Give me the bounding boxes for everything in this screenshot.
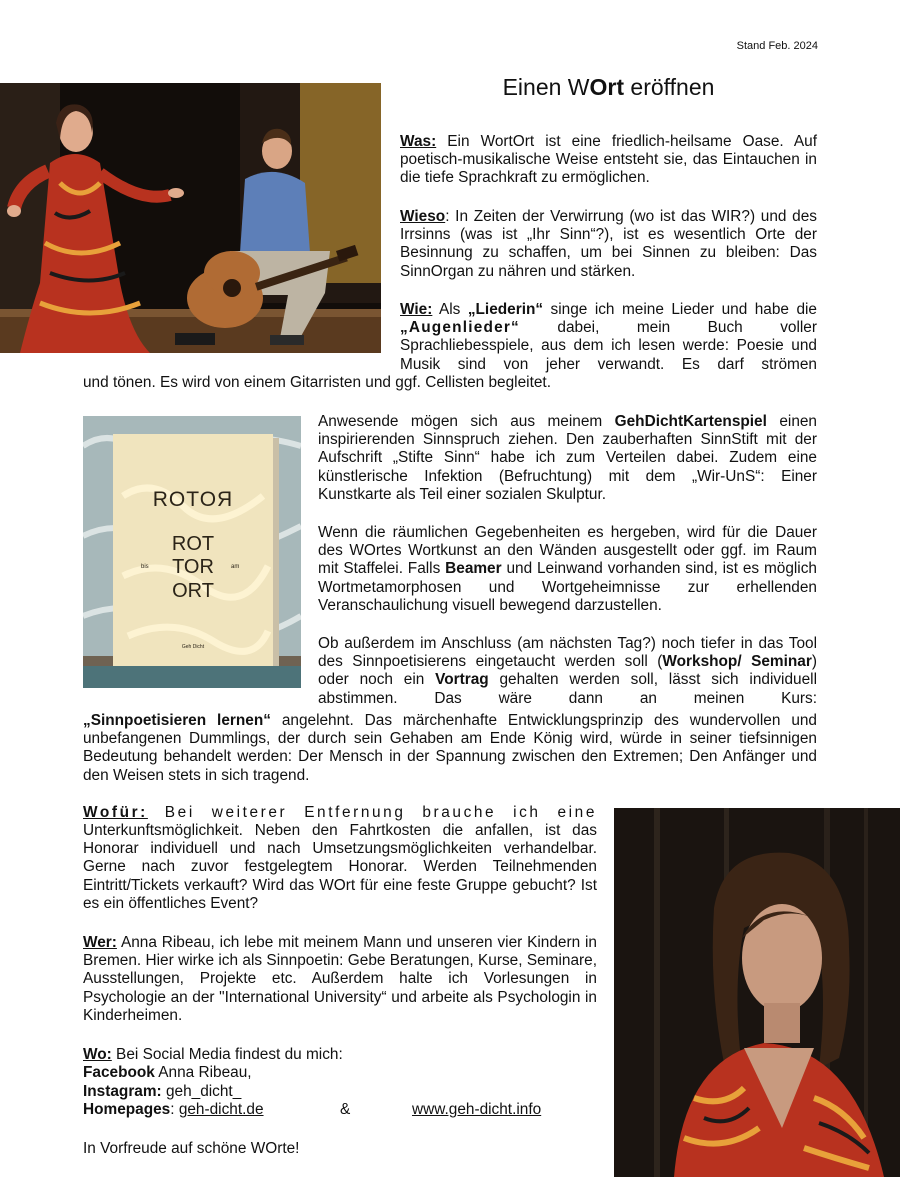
section-wie-continued: und tönen. Es wird von einem Gitarristen und ggf. Cellisten begleitet.: [83, 374, 551, 391]
ampersand: &: [340, 1101, 351, 1119]
paragraph-raum: Wenn die räumlichen Gegebenheiten es hergeben, wird für die Dauer des WOrtes Wortkunst an den Wänden ausgestellt oder ggf. im Raum mit Staffelei. Falls Beamer und Leinwand vorhanden sind, ist es möglich Wortmetamorphosen und Wortgeheimnisse zur erhellenden Veranschaulichung visuell bewegend darzustellen.: [318, 524, 817, 614]
section-label: Wofür:: [83, 804, 148, 821]
section-label: Wer:: [83, 934, 117, 951]
homepage-link-2[interactable]: www.geh-dicht.info: [412, 1101, 542, 1119]
book-cover-bottom: Geh Dicht: [181, 644, 205, 650]
section-wieso: Wieso: In Zeiten der Verwirrung (wo ist das WIR?) und des Irrsinns (was ist „Ihr Sinn“?), ist es wesentlich Orte der Besinnung zu schaffen, um bei Sinnen zu bleiben: Das SinnOrgan zu nähren und stärken.: [400, 208, 817, 280]
page-title: Einen WOrt eröffnen: [502, 74, 715, 100]
concert-photo: [0, 83, 381, 353]
section-wer: Wer: Anna Ribeau, ich lebe mit meinem Mann und unseren vier Kindern in Bremen. Hier wirke ich als Sinnpoetin: Gebe Beratungen, Kurse, Seminare, Ausstellungen, Projekte etc. Außerdem halte ich Vorlesungen in Psychologie an der "International University“ und arbeite als Psychologin in Kinderheimen.: [83, 934, 597, 1024]
homepage-link-1[interactable]: geh-dicht.de: [178, 1101, 264, 1119]
closing-line: In Vorfreude auf schöne WOrte!: [83, 1140, 300, 1157]
paragraph-workshop: Ob außerdem im Anschluss (am nächsten Tag?) noch tiefer in das Tool des Sinnpoetisierens eingetaucht werden soll (Workshop/ Seminar) oder noch ein Vortrag gehalten werden soll, lässt sich individuell abstimmen. Das wäre dann an meinen Kurs:: [318, 635, 817, 707]
facebook-line: Facebook Anna Ribeau,: [83, 1064, 252, 1082]
section-wie: Wie: Als „Liederin“ singe ich meine Lieder und habe die „Augenlieder“ dabei, mein Buch voller Sprachliebesspiele, aus dem ich lesen werde: Poesie und Musik sind von jeher verwandt. Es darf strömen: [400, 301, 817, 373]
book-photo: [83, 416, 301, 688]
homepages-line: Homepages: geh-dicht.de & www.geh-dicht.info: [83, 1101, 542, 1119]
section-label: Wo:: [83, 1046, 112, 1063]
book-cover-title: ROTOЯ: [152, 488, 234, 511]
section-wofuer: Unterkunftsmöglichkeit. Neben den Fahrtkosten die anfallen, ist das Honorar individuell und nach Umsetzungsmöglichkeiten verhandelbar. Gerne nach zuvor festgelegtem Honorar. Werden Teilnehmenden Eintritt/Tickets verkauft? Wird das WOrt für eine feste Gruppe gebucht? Ist es ein öffentliches Event?: [83, 822, 597, 912]
section-label: Wieso: [400, 208, 446, 225]
section-label: Was:: [400, 133, 437, 150]
section-was: Was: Ein WortOrt ist eine friedlich-heilsame Oase. Auf poetisch-musikalische Weise entsteht sie, das Eintauchen in die tiefe Sprachkraft zu ermöglichen.: [400, 133, 817, 187]
section-wofuer-intro: Wofür: Bei weiterer Entfernung brauche ich eine: [83, 804, 597, 821]
book-cover-side-left: bis: [141, 564, 149, 570]
book-cover-line-3: ORT: [172, 580, 214, 602]
book-cover-line-1: ROT: [171, 533, 215, 555]
portrait-photo: [614, 808, 900, 1177]
section-label: Wie:: [400, 301, 433, 318]
instagram-line: Instagram: geh_dicht_: [83, 1082, 242, 1100]
paragraph-workshop-continued: „Sinnpoetisieren lernen“ angelehnt. Das märchenhafte Entwicklungsprinzip des wundervollen und unbefangenen Dummlings, der durch sein Gehaben am Ende König wird, würde in seiner tiefsinnigen Bedeutung behandelt werden: Der Mensch in der Spannung zwischen den Extremen; Den Anfänger und den Weisen stets in sich tragend.: [83, 712, 817, 784]
section-wo: Wo: Bei Social Media findest du mich: Facebook Anna Ribeau, Instagram: geh_dicht_ Homepages: geh-dicht.de & www.geh-dicht.info: [83, 1046, 597, 1120]
book-cover-side-right: am: [231, 564, 240, 570]
date-stamp: Stand Feb. 2024: [736, 40, 818, 52]
paragraph-kartenspiel: Anwesende mögen sich aus meinem GehDichtKartenspiel einen inspirierenden Sinnspruch ziehen. Den zauberhaften SinnStift mit der Aufschrift „Stifte Sinn“ habe ich zum Verteilen dabei. Zudem eine künstlerische Infektion (Befruchtung) mit dem „Wir-UnS“: Einer Kunstkarte als Teil einer sozialen Skulptur.: [318, 413, 817, 503]
book-cover-line-2: TOR: [172, 556, 214, 578]
